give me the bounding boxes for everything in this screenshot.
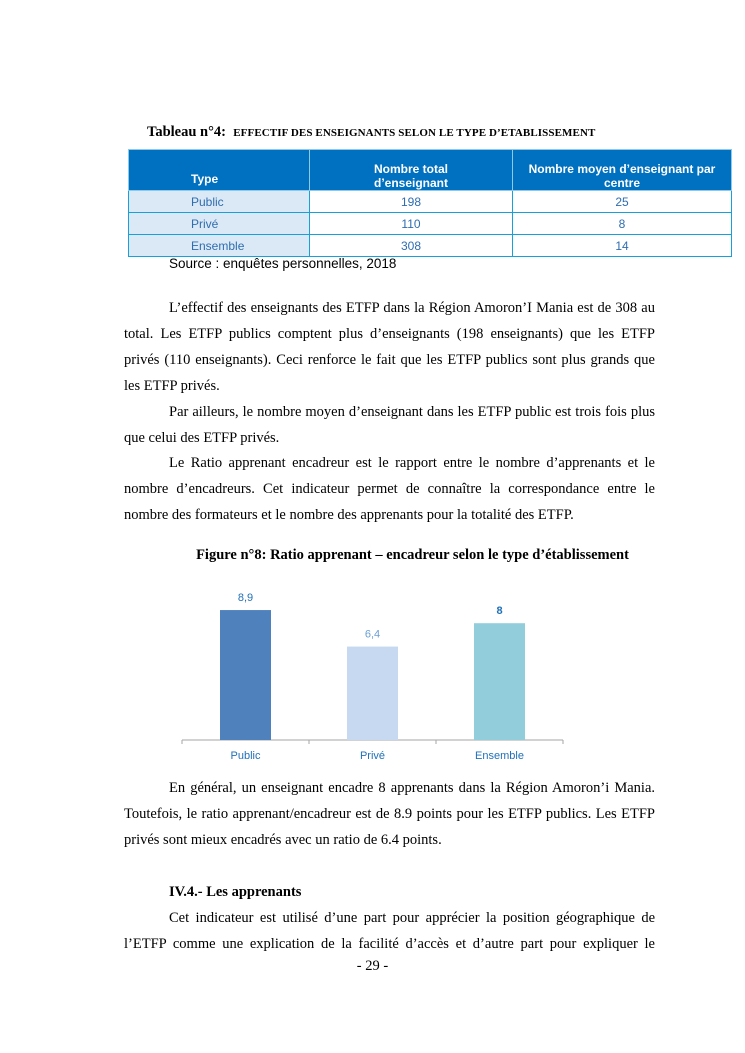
x-tick-label: Privé bbox=[359, 750, 386, 762]
x-tick-label: Ensemble bbox=[475, 750, 524, 762]
paragraph bbox=[124, 776, 655, 854]
bar-privé bbox=[347, 647, 398, 740]
teachers-table bbox=[128, 149, 732, 257]
cell-average: 25 bbox=[513, 191, 732, 213]
bar-public bbox=[220, 610, 271, 740]
paragraph-text: Par ailleurs, le nombre moyen d’enseignant dans les ETFP public est trois fois plus que celui des ETFP privés. bbox=[124, 403, 655, 446]
data-label: 8,9 bbox=[237, 592, 254, 605]
bar-ensemble bbox=[474, 623, 525, 740]
figure-title-text: Figure n°8: Ratio apprenant – encadreur selon le type d’établissement bbox=[196, 547, 629, 563]
paragraph-text: En général, un enseignant encadre 8 apprenants dans la Région Amoron’i Mania. Toutefois, le ratio apprenant/encadreur est de 8.9 points pour les ETFP publics. Les ETFP privés sont mieux encadrés avec un ratio de 6.4 points. bbox=[124, 780, 655, 848]
table-row bbox=[129, 235, 732, 257]
figure-title bbox=[0, 547, 745, 564]
cell-total: 110 bbox=[310, 213, 513, 235]
page-number: - 29 - bbox=[356, 958, 389, 974]
paragraph bbox=[124, 296, 655, 529]
ratio-bar-chart bbox=[170, 580, 570, 770]
table-caption-prefix: Tableau n°4: bbox=[147, 124, 226, 140]
table-header-row bbox=[129, 150, 732, 191]
paragraph bbox=[124, 906, 655, 958]
paragraph-text: L’effectif des enseignants des ETFP dans la Région Amoron’I Mania est de 308 au total. Les ETFP publics comptent plus d’enseignants (198 enseignants) que les ETFP privés (110 enseignants). Ceci renforce le fait que les ETFP publics sont plus grands que les ETFP privés. bbox=[124, 300, 655, 394]
table-caption bbox=[147, 124, 595, 141]
header-average: Nombre moyen d’enseignant par centre bbox=[513, 150, 732, 191]
cell-type: Ensemble bbox=[129, 235, 310, 257]
cell-total: 308 bbox=[310, 235, 513, 257]
x-tick-label: Public bbox=[230, 750, 261, 762]
data-label: 6,4 bbox=[364, 628, 381, 641]
cell-type: Privé bbox=[129, 213, 310, 235]
cell-total: 198 bbox=[310, 191, 513, 213]
table-row bbox=[129, 213, 732, 235]
section-heading: IV.4.- Les apprenants bbox=[169, 884, 302, 900]
data-label: 8 bbox=[496, 605, 503, 618]
cell-type: Public bbox=[129, 191, 310, 213]
paragraph-text: Cet indicateur est utilisé d’une part pour apprécier la position géographique de l’ETFP comme une explication de la facilité d’accès et d’autre part pour expliquer le bbox=[124, 910, 655, 952]
table-row bbox=[129, 191, 732, 213]
header-type: Type bbox=[129, 150, 310, 191]
header-total: Nombre total d’enseignant bbox=[310, 150, 513, 191]
table-source: Source : enquêtes personnelles, 2018 bbox=[169, 256, 397, 271]
cell-average: 14 bbox=[513, 235, 732, 257]
cell-average: 8 bbox=[513, 213, 732, 235]
paragraph-text: Le Ratio apprenant encadreur est le rapport entre le nombre d’apprenants et le nombre d’encadreurs. Cet indicateur permet de connaître la correspondance entre le nombre des formateurs et le nombre des apprenants pour la totalité des ETFP. bbox=[124, 455, 655, 524]
table-caption-title: EFFECTIF DES ENSEIGNANTS SELON LE TYPE D’ETABLISSEMENT bbox=[233, 127, 596, 139]
